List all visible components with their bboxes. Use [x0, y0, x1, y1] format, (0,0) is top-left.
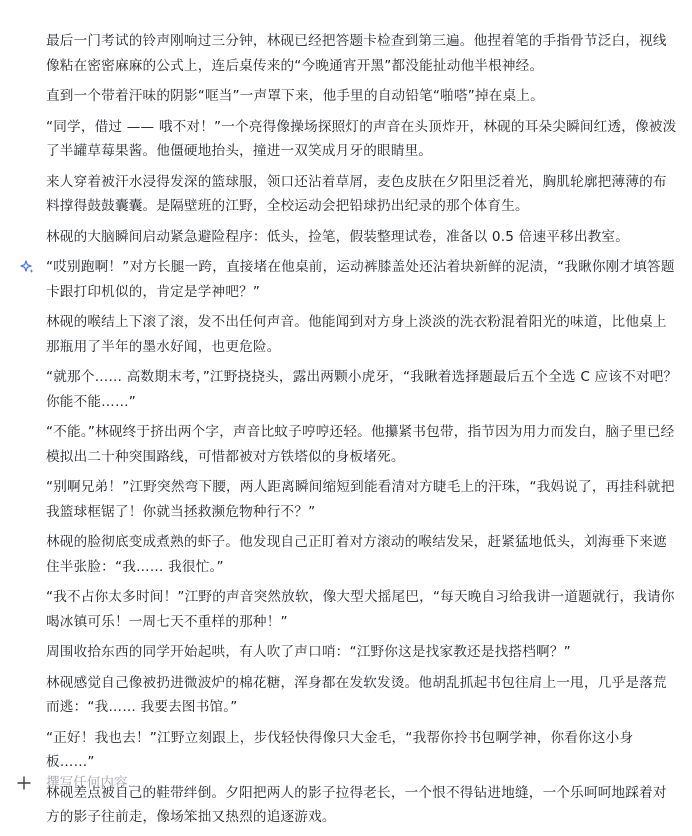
paragraph[interactable]: 林砚的大脑瞬间启动紧急避险程序：低头，捡笔，假装整理试卷，准备以 0.5 倍速平移出教室。 — [46, 228, 630, 245]
paragraph-with-ai-handle[interactable] — [46, 255, 678, 304]
paragraph[interactable]: 林砚感觉自己像被扔进微波炉的棉花糖，浑身都在发软发烫。他胡乱抓起书包往肩上一甩，几乎是落荒而逃：“我…… 我要去图书馆。” — [46, 674, 667, 715]
paragraph[interactable]: 最后一门考试的铃声刚响过三分钟，林砚已经把答题卡检查到第三遍。他捏着笔的手指骨节泛白，视线像粘在密密麻麻的公式上，连后桌传来的“今晚通宵开黑”都没能扯动他半根神经。 — [46, 33, 667, 74]
plus-icon[interactable] — [14, 773, 34, 793]
paragraph[interactable]: “我不占你太多时间！”江野的声音突然放软，像大型犬摇尾巴，“每天晚自习给我讲一道题就行，我请你喝冰镇可乐！一周七天不重样的那种！” — [46, 589, 675, 630]
paragraph[interactable]: “不能。”林砚终于挤出两个字，声音比蚊子哼哼还轻。他攥紧书包带，指节因为用力而发白，脑子里已经模拟出二十种突围路线，可惜都被对方铁塔似的身板堵死。 — [46, 424, 675, 465]
paragraph[interactable]: “正好！我也去！”江野立刻跟上，步伐轻快得像只大金毛，“我帮你拎书包啊学神，你看你这小身板……” — [46, 729, 634, 770]
paragraph[interactable]: 直到一个带着汗味的阴影“哐当”一声罩下来，他手里的自动铅笔“啪嗒”掉在桌上。 — [46, 88, 544, 104]
paragraph[interactable]: 周围收拾东西的同学开始起哄，有人吹了声口哨：“江野你这是找家教还是找搭档啊？” — [46, 644, 571, 660]
ai-sparkle-icon[interactable] — [18, 258, 36, 276]
paragraph[interactable]: “同学，借过 —— 哦不对！”一个亮得像操场探照灯的声音在头顶炸开，林砚的耳朵尖瞬间红透，像被泼了半罐草莓果酱。他僵硬地抬头，撞进一双笑成月牙的眼睛里。 — [46, 118, 677, 159]
paragraph[interactable]: “别啊兄弟！”江野突然弯下腰，两人距离瞬间缩短到能看清对方睫毛上的汗珠，“我妈说了，再挂科就把我篮球框锯了！你就当拯救濒危物种行不？” — [46, 479, 675, 520]
document-body — [46, 29, 678, 836]
paragraph[interactable]: 林砚差点被自己的鞋带绊倒。夕阳把两人的影子拉得老长，一个恨不得钻进地缝，一个乐呵呵地踩着对方的影子往前走，像场笨拙又热烈的追逐游戏。 — [46, 784, 667, 825]
paragraph[interactable]: 林砚的脸彻底变成煮熟的虾子。他发现自己正盯着对方滚动的喉结发呆，赶紧猛地低头，刘海垂下来遮住半张脸：“我…… 我很忙。” — [46, 534, 667, 575]
paragraph[interactable]: 林砚的喉结上下滚了滚，发不出任何声音。他能闻到对方身上淡淡的洗衣粉混着阳光的味道，比他桌上那瓶用了半年的墨水好闻，也更危险。 — [46, 314, 667, 355]
composer-bar — [14, 771, 446, 795]
compose-input[interactable] — [46, 775, 446, 791]
paragraph[interactable]: 来人穿着被汗水浸得发深的篮球服，领口还沾着草屑，麦色皮肤在夕阳里泛着光，胸肌轮廓把薄薄的布料撑得鼓鼓囊囊。是隔壁班的江野，全校运动会把铅球扔出纪录的那个体育生。 — [46, 173, 667, 214]
paragraph-text: “哎别跑啊！”对方长腿一跨，直接堵在他桌前，运动裤膝盖处还沾着块新鲜的泥渍，“我瞅你刚才填答题卡跟打印机似的，肯定是学神吧？” — [46, 259, 675, 300]
paragraph[interactable]: “就那个…… 高数期末考，”江野挠挠头，露出两颗小虎牙，“我瞅着选择题最后五个全选 C 应该不对吧？你能不能……” — [46, 369, 678, 410]
